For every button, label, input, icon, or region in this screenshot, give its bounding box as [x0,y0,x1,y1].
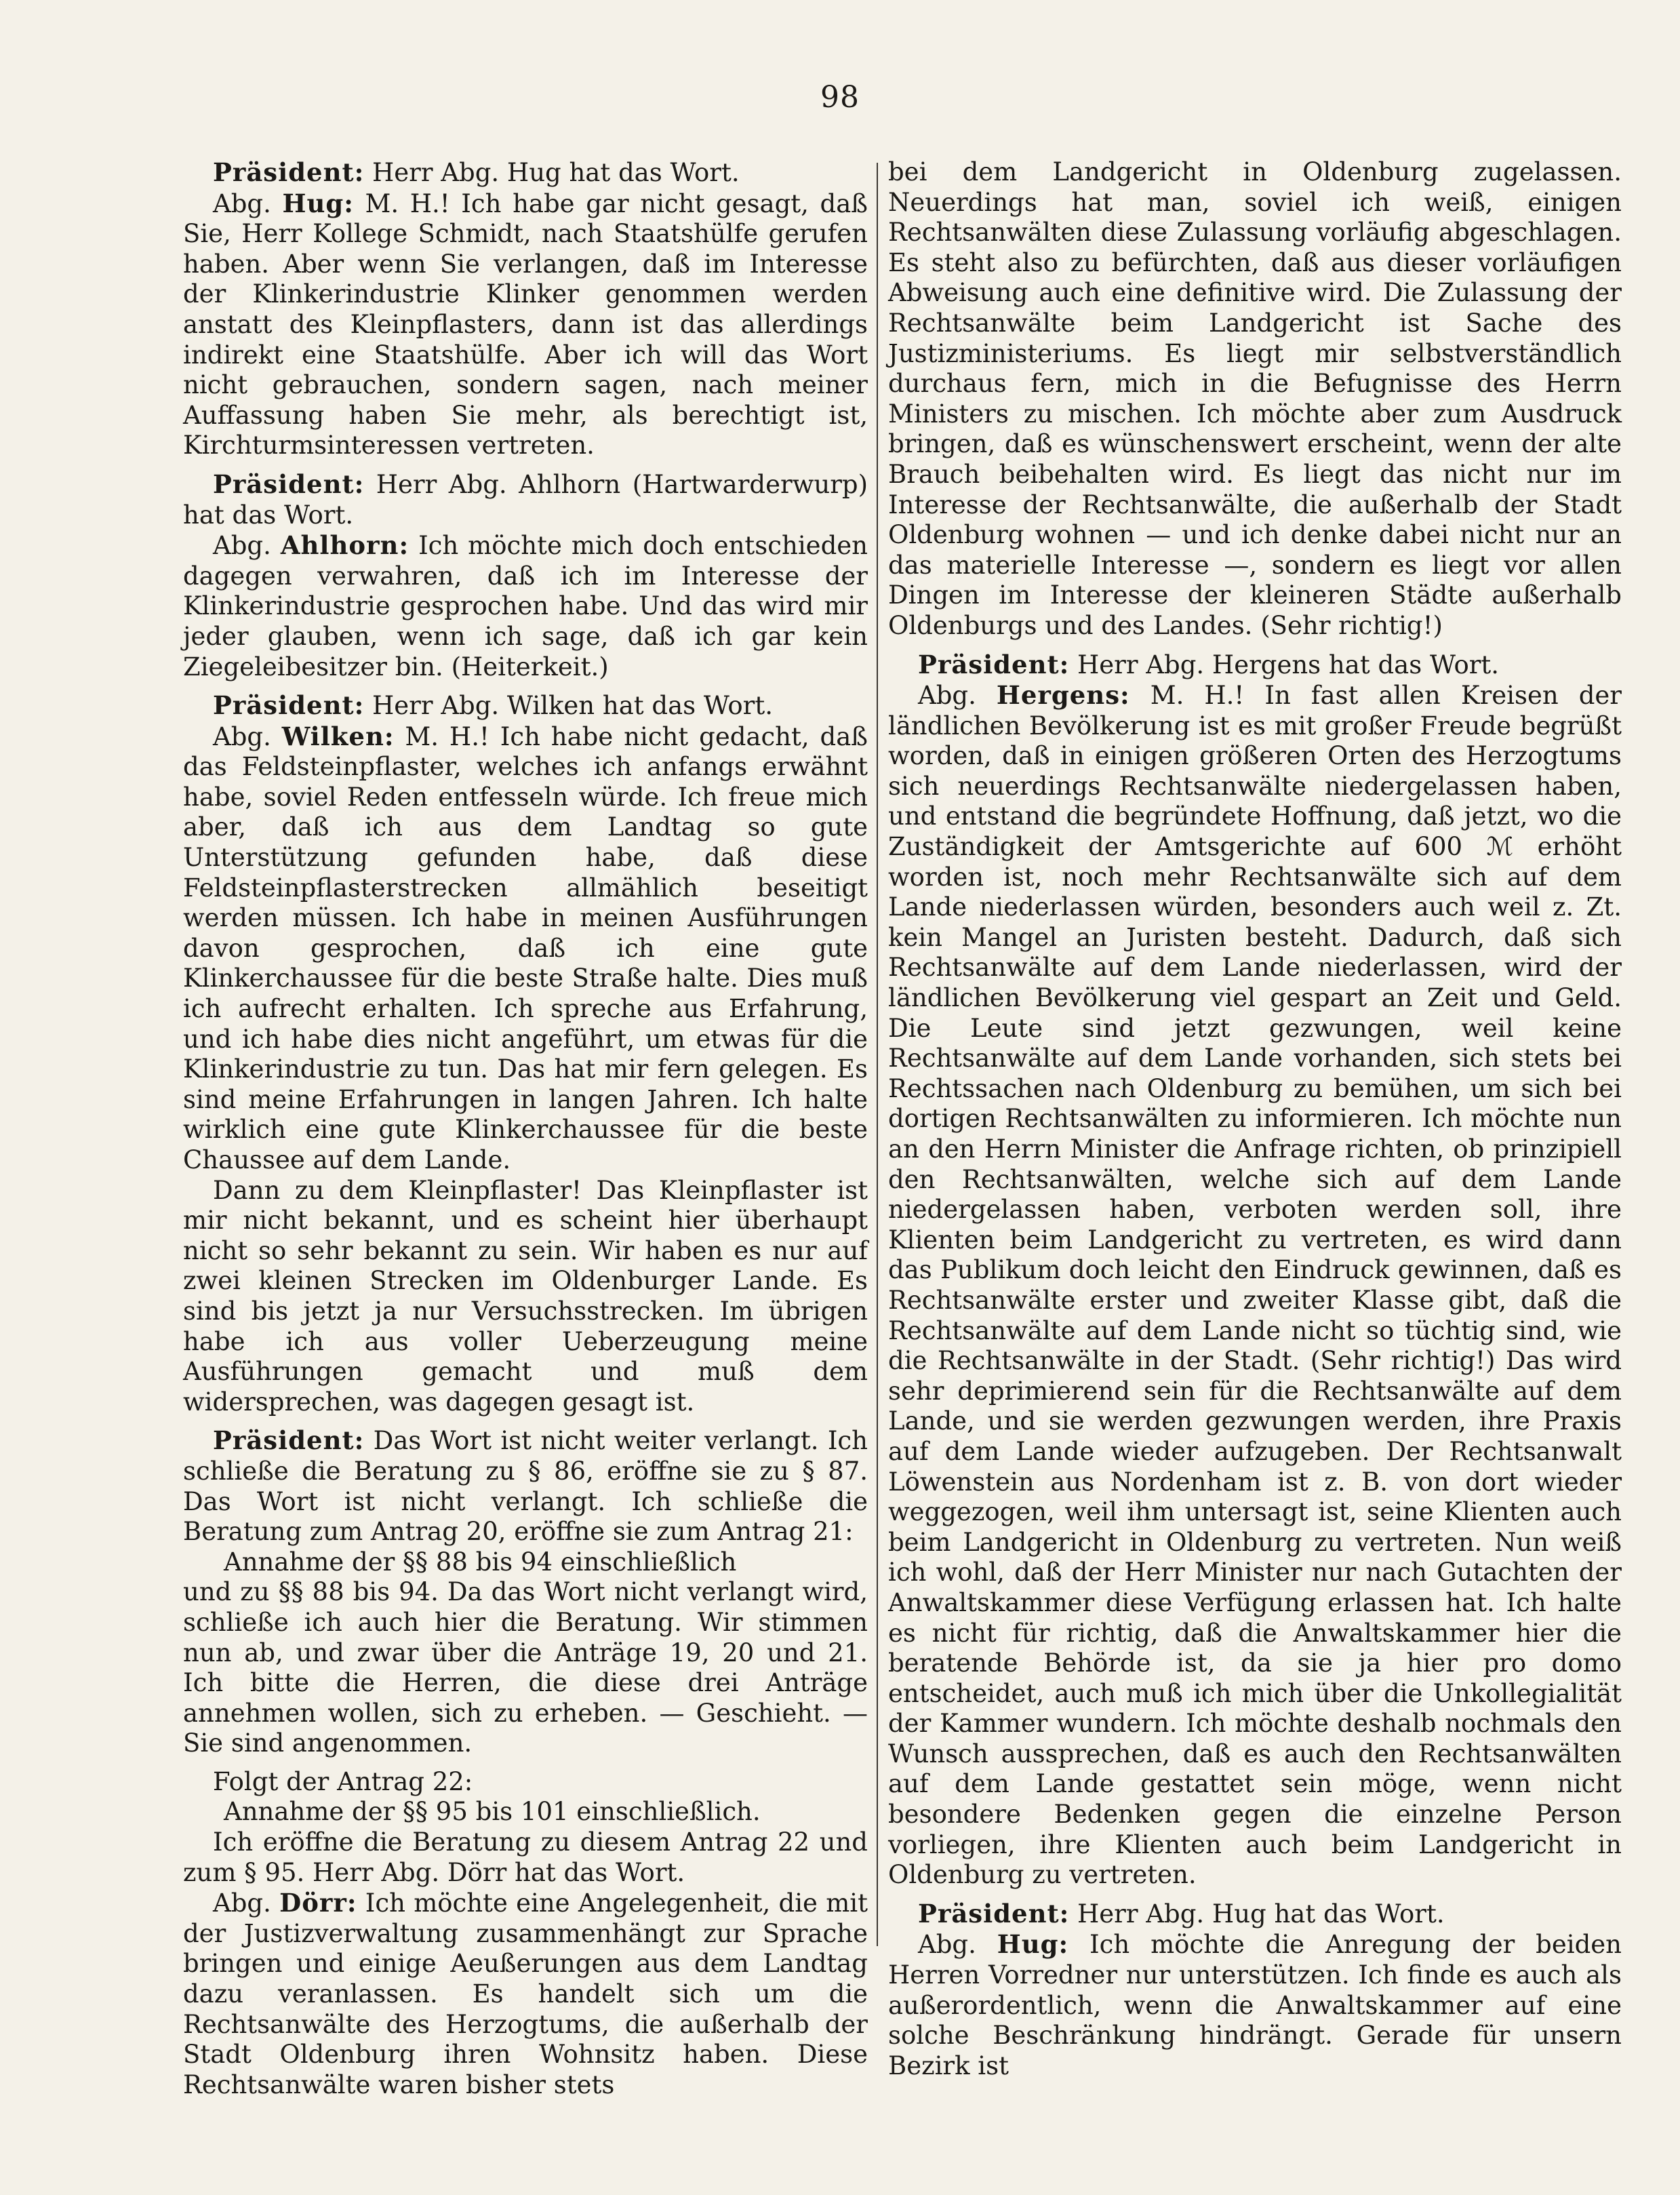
speaker-name: Hergens: [996,680,1130,711]
paragraph [183,1577,868,1759]
paragraph [183,157,868,189]
page-number: 98 [820,80,860,115]
paragraph [183,189,868,461]
speaker-name: Dörr: [279,1888,357,1918]
paragraph [183,1767,868,1798]
paragraph [183,1547,868,1578]
right-column [888,157,1622,2081]
paragraph-text: und zu §§ 88 bis 94. Da das Wort nicht verlangt wird, schließe ich auch hier die Beratung. Wir stimmen nun ab, und zwar über die Anträge 19, 20 und 21. Ich bitte die Herren, die diese drei Anträge annehmen wollen, sich zu erheben. — Geschieht. — Sie sind angenommen. [183,1577,868,1758]
paragraph-text: M. H.! In fast allen Kreisen der ländlichen Bevölkerung ist es mit großer Freude begrüßt worden, daß in einigen größeren Orten des Herzogtums sich neuerdings Rechtsanwälte niedergelassen haben, und entstand die begründete Hoffnung, daß jetzt, wo die Zuständigkeit der Amtsgerichte auf 600 ℳ erhöht worden ist, noch mehr Rechtsanwälte sich auf dem Lande niederlassen würden, besonders auch weil z. Zt. kein Mangel an Juristen besteht. Dadurch, daß sich Rechtsanwälte auf dem Lande niederlassen, wird der ländlichen Bevölkerung viel gespart an Zeit und Geld. Die Leute sind jetzt gezwungen, weil keine Rechtsanwälte auf dem Lande vorhanden, sich stets bei Rechtssachen nach Oldenburg zu bemühen, um sich bei dortigen Rechtsanwälten zu informieren. Ich möchte nun an den Herrn Minister die Anfrage richten, ob prinzipiell den Rechtsanwälten, welche sich auf dem Lande niedergelassen haben, verboten werden soll, ihre Klienten beim Landgericht zu vertreten, es wird dann das Publikum doch leicht den Eindruck gewinnen, daß es Rechtsanwälte erster und zweiter Klasse gibt, daß die Rechtsanwälte auf dem Lande nicht so tüchtig sind, wie die Rechtsanwälte in der Stadt. (Sehr richtig!) Das wird sehr deprimierend sein für die Rechtsanwälte auf dem Lande, und sie werden gezwungen werden, ihre Praxis auf dem Lande wieder aufzugeben. Der Rechtsanwalt Löwenstein aus Nordenham ist z. B. von dort wieder weggezogen, weil ihm untersagt ist, seine Klienten auch beim Landgericht in Oldenburg zu vertreten. Nun weiß ich wohl, daß der Herr Minister nur nach Gutachten der Anwaltskammer diese Verfügung erlassen hat. Ich halte es nicht für richtig, daß die Anwaltskammer hier die beratende Behörde ist, da sie ja hier pro domo entscheidet, auch muß ich mich über die Unkollegialität der Kammer wundern. Ich möchte deshalb nochmals den Wunsch aussprechen, daß es auch den Rechtsanwälten auf dem Lande gestattet sein möge, wenn nicht besondere Bedenken gegen die einzelne Person vorliegen, ihre Klienten auch beim Landgericht in Oldenburg zu vertreten. [888,681,1622,1890]
speaker-name: Ahlhorn: [280,530,409,561]
paragraph [183,469,868,530]
paragraph [183,1176,868,1418]
speaker-prefix: Abg. [213,1889,280,1918]
paragraph-text: Herr Abg. Hergens hat das Wort. [1069,650,1500,679]
paragraph-text: Dann zu dem Kleinpflaster! Das Kleinpflaster ist mir nicht bekannt, und es scheint hier überhaupt nicht so sehr bekannt zu sein. Wir haben es nur auf zwei kleinen Strecken im Oldenburger Lande. Es sind bis jetzt ja nur Versuchsstrecken. Im übrigen habe ich aus voller Ueberzeugung meine Ausführungen gemacht und muß dem widersprechen, was dagegen gesagt ist. [183,1175,868,1417]
paragraph-text: M. H.! Ich habe nicht gedacht, daß das Feldsteinpflaster, welches ich anfangs erwähnt habe, soviel Reden entfesseln würde. Ich freue mich aber, daß ich aus dem Landtag so gute Unterstützung gefunden habe, daß diese Feldsteinpflasterstrecken allmählich beseitigt werden müssen. Ich habe in meinen Ausführungen davon gesprochen, daß ich eine gute Klinkerchaussee für die beste Straße halte. Dies muß ich aufrecht erhalten. Ich spreche aus Erfahrung, und ich habe dies nicht angeführt, um etwas für die Klinkerindustrie zu tun. Das hat mir fern gelegen. Es sind meine Erfahrungen in langen Jahren. Ich halte wirklich eine gute Klinkerchaussee für die beste Chaussee auf dem Lande. [183,721,868,1174]
paragraph-text: Das Wort ist nicht weiter verlangt. Ich schließe die Beratung zu § 86, eröffne sie zu § 87. Das Wort ist nicht verlangt. Ich schließe die Beratung zum Antrag 20, eröffne sie zum Antrag 21: [183,1426,868,1547]
speaker-name: Präsident: [213,1425,365,1456]
speaker-name: Wilken: [281,721,395,751]
speaker-prefix: Abg. [213,531,281,561]
paragraph [888,1899,1622,1930]
speaker-name: Präsident: [213,469,365,499]
paragraph-text: Herr Abg. Hug hat das Wort. [364,158,740,187]
speaker-name: Präsident: [213,157,365,187]
paragraph-text: Herr Abg. Hug hat das Wort. [1069,1899,1445,1929]
paragraph-text: Herr Abg. Ahlhorn (Hartwarderwurp) hat das Wort. [183,469,868,530]
paragraph-text: Ich möchte die Anregung der beiden Herren Vorredner nur unterstützen. Ich finde es auch als außerordentlich, wenn die Anwaltskammer auf eine solche Beschränkung hindrängt. Gerade für unsern Bezirk ist [888,1930,1622,2080]
paragraph-text: Herr Abg. Wilken hat das Wort. [364,691,773,721]
speaker-prefix: Abg. [213,189,283,218]
paragraph [183,690,868,721]
paragraph [183,1425,868,1547]
speaker-name: Hug: [997,1929,1069,1960]
paragraph [183,1888,868,2100]
paragraph [183,721,868,1176]
paragraph-text: Ich eröffne die Beratung zu diesem Antrag 22 und zum § 95. Herr Abg. Dörr hat das Wort. [183,1827,868,1887]
paragraph [183,530,868,682]
paragraph-text: M. H.! Ich habe gar nicht gesagt, daß Sie, Herr Kollege Schmidt, nach Staatshülfe gerufen haben. Aber wenn Sie verlangen, daß im Interesse der Klinkerindustrie Klinker genommen werden anstatt des Kleinpflasters, dann ist das allerdings indirekt eine Staatshülfe. Aber ich will das Wort nicht gebrauchen, sondern sagen, nach meiner Auffassung haben Sie mehr, als berechtigt ist, Kirchturmsinteressen vertreten. [183,189,868,460]
speaker-name: Präsident: [213,690,365,721]
speaker-name: Präsident: [918,649,1070,679]
speaker-prefix: Abg. [918,1930,997,1960]
paragraph [183,1827,868,1888]
column-divider [877,163,878,1946]
speaker-prefix: Abg. [213,721,282,751]
paragraph [183,1797,868,1827]
paragraph [888,650,1622,681]
paragraph-text: Ich möchte eine Angelegenheit, die mit der Justizverwaltung zusammenhängt zur Sprache bringen und einige Aeußerungen aus dem Landtag dazu veranlassen. Es handelt sich um die Rechtsanwälte des Herzogtums, die außerhalb der Stadt Oldenburg ihren Wohnsitz haben. Diese Rechtsanwälte waren bisher stets [183,1889,868,2099]
paragraph-text: Ich möchte mich doch entschieden dagegen verwahren, daß ich im Interesse der Klinkerindustrie gesprochen habe. Und das wird mir jeder glauben, wenn ich sage, daß ich gar kein Ziegeleibesitzer bin. (Heiterkeit.) [183,531,868,681]
speaker-prefix: Abg. [918,681,997,711]
speaker-name: Präsident: [918,1898,1070,1929]
paragraph [888,680,1622,1891]
paragraph-text: bei dem Landgericht in Oldenburg zugelassen. Neuerdings hat man, soviel ich weiß, einigen Rechtsanwälten diese Zulassung vorläufig abgeschlagen. Es steht also zu befürchten, daß aus dieser vorläufigen Abweisung auch eine definitive wird. Die Zulassung der Rechtsanwälte beim Landgericht ist Sache des Justizministeriums. Es liegt mir selbstverständlich durchaus fern, mich in die Befugnisse des Herrn Ministers zu mischen. Ich möchte aber zum Ausdruck bringen, daß es wünschenswert erscheint, wenn der alte Brauch beibehalten wird. Es liegt das nicht nur im Interesse der Rechtsanwälte, die außerhalb der Stadt Oldenburg wohnen — und ich denke dabei nicht nur an das materielle Interesse —, sondern es liegt vor allen Dingen im Interesse der kleineren Städte außerhalb Oldenburgs und des Landes. (Sehr richtig!) [888,157,1622,640]
paragraph [888,157,1622,641]
paragraph-text: Folgt der Antrag 22: [213,1766,473,1796]
speaker-name: Hug: [282,188,354,218]
left-column [183,157,868,2100]
paragraph [888,1929,1622,2081]
paragraph-text: Annahme der §§ 88 bis 94 einschließlich [224,1547,737,1577]
paragraph-text: Annahme der §§ 95 bis 101 einschließlich. [224,1797,761,1827]
